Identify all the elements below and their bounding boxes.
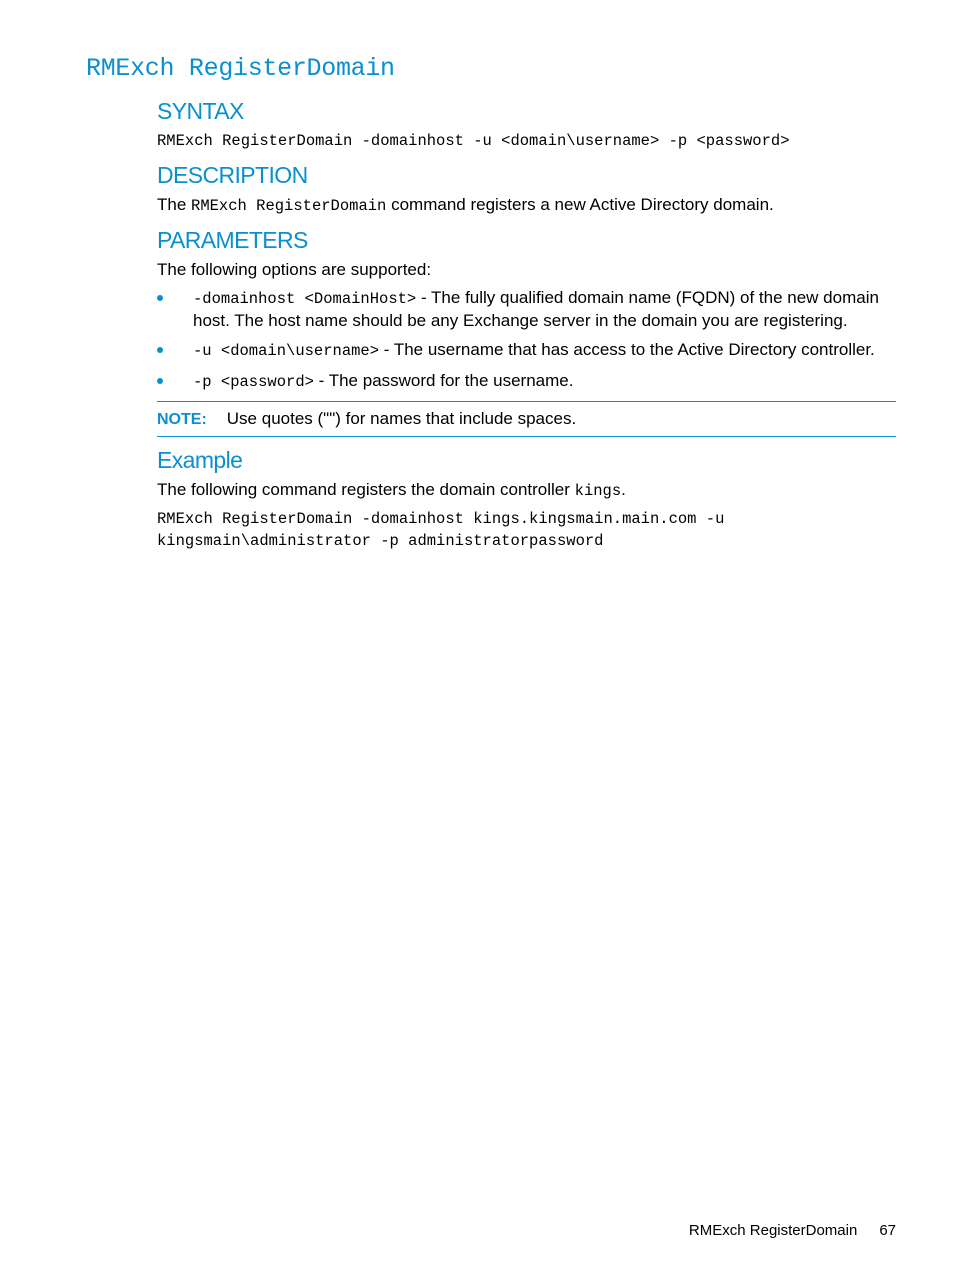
syntax-code: RMExch RegisterDomain -domainhost -u <domain\username> -p <password> — [157, 132, 790, 150]
description-heading: DESCRIPTION — [157, 162, 308, 188]
param-code: -p <password> — [193, 373, 314, 391]
example-text-after: . — [621, 480, 626, 499]
list-item — [157, 339, 896, 362]
parameters-heading: PARAMETERS — [157, 227, 308, 253]
param-code: -domainhost <DomainHost> — [193, 290, 417, 308]
example-inline-code: kings — [574, 482, 622, 500]
page-number: 67 — [879, 1222, 896, 1239]
bullet-icon — [157, 347, 163, 353]
example-text-before: The following command registers the domain controller — [157, 480, 575, 499]
description-text-before: The — [157, 195, 192, 214]
page-content — [157, 96, 896, 552]
param-text: - The username that has access to the Active Directory controller. — [379, 340, 875, 359]
example-heading: Example — [157, 447, 243, 473]
note-box — [157, 401, 896, 437]
description-code: RMExch RegisterDomain — [191, 197, 387, 215]
param-text: - The password for the username. — [313, 371, 574, 390]
parameters-intro: The following options are supported: — [157, 260, 432, 279]
description-text — [157, 194, 896, 217]
list-item — [157, 287, 896, 331]
bullet-icon — [157, 295, 163, 301]
list-item — [157, 370, 896, 393]
footer-section: RMExch RegisterDomain — [688, 1222, 858, 1239]
note-text: Use quotes ("") for names that include spaces. — [226, 409, 577, 428]
note-label: NOTE: — [157, 411, 207, 428]
param-text: - The fully qualified domain name (FQDN) of the new domain host. The host name should be any Exchange server in the domain you are registering. — [193, 288, 879, 330]
page-title: RMExch RegisterDomain — [86, 54, 395, 83]
page-footer — [689, 1222, 896, 1239]
parameters-list — [157, 287, 896, 393]
example-text — [157, 479, 896, 502]
syntax-heading: SYNTAX — [157, 98, 244, 124]
example-code-line: RMExch RegisterDomain -domainhost kings.kingsmain.main.com -u — [157, 510, 725, 528]
example-code-line: kingsmain\administrator -p administratorpassword — [157, 532, 604, 550]
bullet-icon — [157, 378, 163, 384]
description-text-after: command registers a new Active Directory domain. — [386, 195, 774, 214]
param-code: -u <domain\username> — [193, 342, 380, 360]
